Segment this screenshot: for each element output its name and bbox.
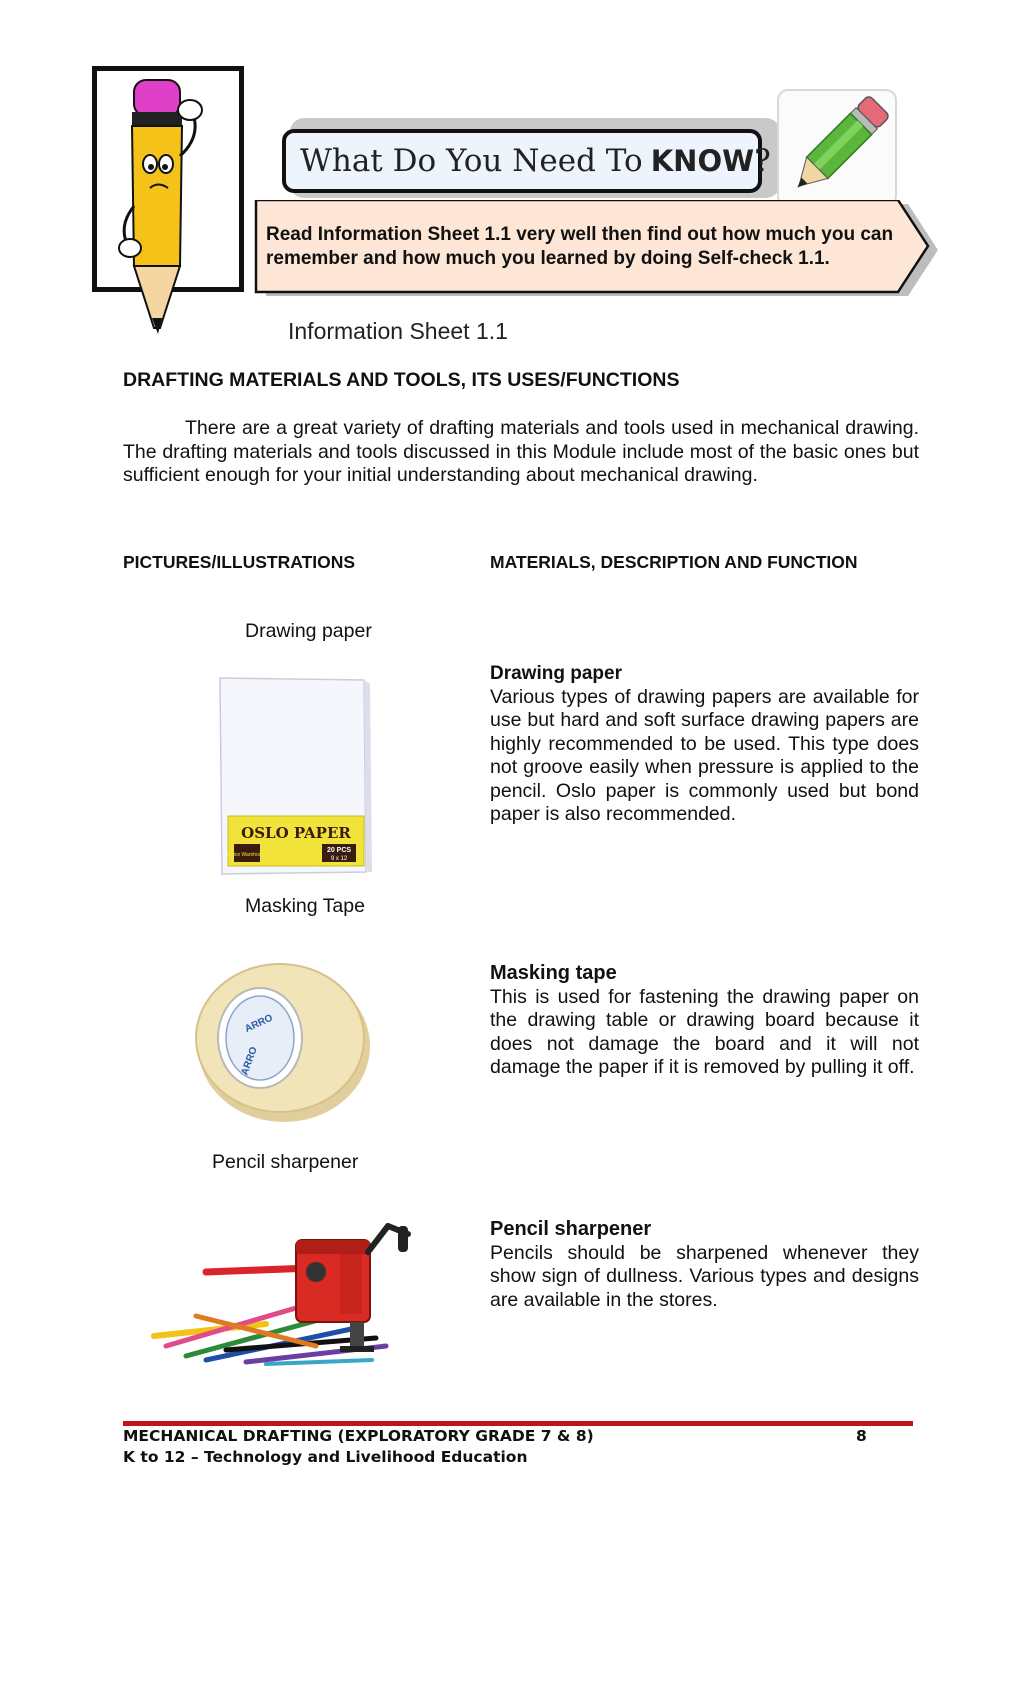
footer-divider (123, 1421, 913, 1426)
description-pencil-sharpener (490, 1218, 919, 1312)
footer-program: K to 12 – Technology and Livelihood Education (123, 1448, 528, 1466)
section-title: DRAFTING MATERIALS AND TOOLS, ITS USES/FUNCTIONS (123, 369, 680, 391)
drawing-paper-image (214, 676, 372, 876)
material-name-masking-tape: Masking tape (490, 962, 617, 984)
intro-paragraph (123, 417, 919, 488)
package-count: 20 PCS (326, 847, 352, 854)
page-number: 8 (856, 1427, 867, 1445)
caption-drawing-paper: Drawing paper (245, 620, 372, 642)
title-emphasis: KNOW (650, 144, 755, 178)
masking-tape-image (192, 954, 372, 1124)
title-main: What Do You Need To (300, 143, 643, 179)
description-drawing-paper (490, 662, 919, 827)
material-text-masking-tape: This is used for fastening the drawing paper on the drawing table or drawing board because it does not damage the board and it will not damage the paper if it is removed by pulling it off. (490, 985, 919, 1078)
title-end: ? (754, 143, 771, 179)
pencil-mascot-icon (92, 66, 252, 346)
caption-pencil-sharpener: Pencil sharpener (212, 1151, 359, 1173)
green-pencil-icon (774, 86, 900, 210)
core-brand-bottom: ARRO (239, 1045, 260, 1077)
package-size: 9 x 12 (330, 856, 348, 862)
material-text-pencil-sharpener: Pencils should be sharpened whenever they show sign of dullness. Various types and designs are available in the stores. (490, 1241, 919, 1311)
column-heading-materials: MATERIALS, DESCRIPTION AND FUNCTION (490, 552, 858, 572)
package-brand: Office Warehouse (227, 852, 267, 858)
core-brand-top: ARRO (243, 1012, 275, 1035)
intro-text: There are a great variety of drafting materials and tools used in mechanical drawing. The drafting materials and tools discussed in this Module include most of the basic ones but sufficient enough for your initial understanding about mechanical drawing. (123, 417, 919, 486)
pencil-sharpener-image (136, 1196, 424, 1386)
material-name-pencil-sharpener: Pencil sharpener (490, 1218, 652, 1240)
title-banner (282, 129, 771, 193)
material-text-drawing-paper: Various types of drawing papers are available for use but hard and soft surface drawing papers are highly recommended to be used. This type does not groove easily when pressure is applied to the pencil. Oslo paper is commonly used but bond paper is also recommended. (490, 685, 919, 825)
information-sheet-label: Information Sheet 1.1 (288, 318, 508, 344)
material-name-drawing-paper: Drawing paper (490, 663, 622, 684)
footer-course-title: MECHANICAL DRAFTING (EXPLORATORY GRADE 7 & 8) (123, 1427, 594, 1445)
instruction-text: Read Information Sheet 1.1 very well then find out how much you can remember and how much you learned by doing Self-check 1.1. (266, 224, 894, 269)
description-masking-tape (490, 962, 919, 1080)
column-heading-pictures: PICTURES/ILLUSTRATIONS (123, 552, 356, 572)
package-label: OSLO PAPER (241, 824, 351, 842)
caption-masking-tape: Masking Tape (245, 895, 365, 917)
